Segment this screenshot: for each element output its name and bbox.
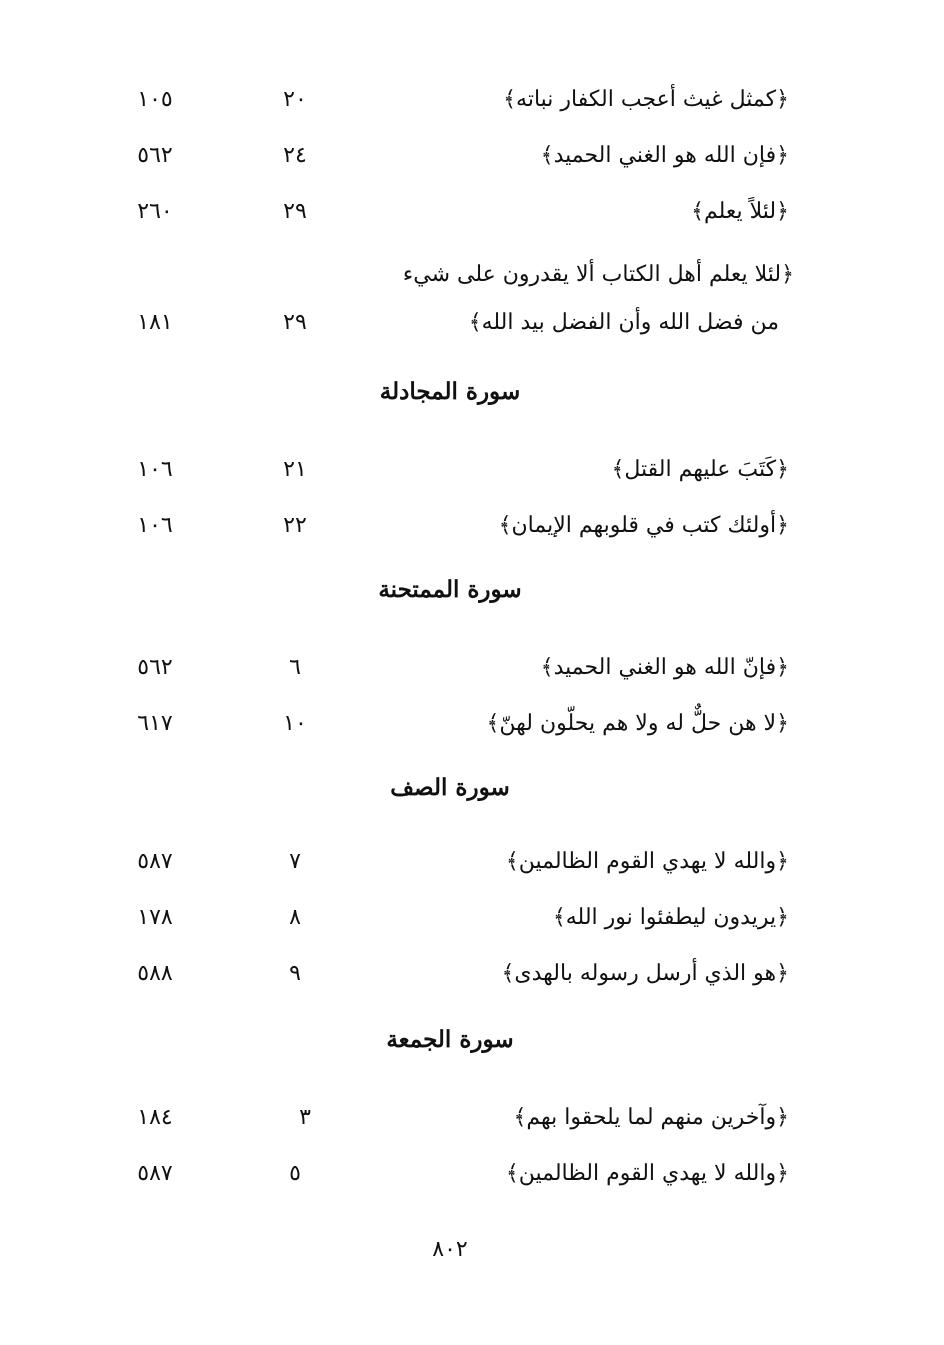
index-entry (0, 898, 944, 938)
page-number: ١٨١ (137, 310, 173, 335)
verse-text: ﴿لا هن حلٌّ له ولا هم يحلّون لهنّ﴾ (486, 711, 789, 736)
index-entry (0, 1154, 944, 1194)
index-entry (0, 136, 944, 176)
index-entry (0, 506, 944, 546)
index-entry (0, 192, 944, 232)
verse-text: ﴿يريدون ليطفئوا نور الله﴾ (552, 905, 789, 930)
verse-text-line1: ﴿لئلا يعلم أهل الكتاب ألا يقدرون على شيء (402, 262, 794, 287)
page-number: ١٨٤ (137, 1105, 173, 1130)
ayah-number: ٩ (289, 961, 301, 986)
page-number: ١٠٥ (137, 87, 173, 112)
verse-text: ﴿أولئك كتب في قلوبهم الإيمان﴾ (498, 513, 789, 538)
page-number: ٦١٧ (137, 711, 173, 736)
verse-text: ﴿والله لا يهدي القوم الظالمين﴾ (505, 1161, 789, 1186)
index-entry (0, 450, 944, 490)
page-number: ٥٦٢ (137, 655, 173, 680)
verse-text: ﴿هو الذي أرسل رسوله بالهدى﴾ (501, 961, 789, 986)
ayah-number: ٧ (289, 849, 301, 874)
verse-text: ﴿كمثل غيث أعجب الكفار نباته﴾ (503, 87, 789, 112)
verse-text: ﴿لئلاً يعلم﴾ (691, 199, 789, 224)
ayah-number: ٥ (289, 1161, 301, 1186)
index-entry-line1 (0, 255, 944, 295)
ayah-number: ٦ (289, 655, 301, 680)
ayah-number: ٢٩ (283, 199, 307, 224)
surah-heading: سورة الجمعة (386, 1026, 514, 1053)
ayah-number: ٢١ (283, 457, 307, 482)
ayah-number: ٢٠ (283, 87, 307, 112)
index-entry (0, 648, 944, 688)
verse-text-line2: من فضل الله وأن الفضل بيد الله﴾ (468, 310, 779, 335)
ayah-number: ٨ (289, 905, 301, 930)
ayah-number: ٣ (299, 1105, 311, 1130)
page-number: ٥٨٧ (137, 1161, 173, 1186)
index-entry (0, 842, 944, 882)
index-entry (0, 303, 944, 343)
ayah-number: ٢٤ (283, 143, 307, 168)
page-number: ٥٨٧ (137, 849, 173, 874)
page-number: ٥٨٨ (137, 961, 173, 986)
verse-text: ﴿وآخرين منهم لما يلحقوا بهم﴾ (513, 1105, 789, 1130)
index-entry (0, 704, 944, 744)
index-entry (0, 1098, 944, 1138)
ayah-number: ٢٩ (283, 310, 307, 335)
ayah-number: ١٠ (283, 711, 307, 736)
page-number: ١٠٦ (137, 457, 173, 482)
page-number: ٥٦٢ (137, 143, 173, 168)
page-number: ١٠٦ (137, 513, 173, 538)
index-entry (0, 80, 944, 120)
page-number: ١٧٨ (137, 905, 173, 930)
verse-text: ﴿كَتَبَ عليهم القتل﴾ (611, 457, 789, 482)
ayah-number: ٢٢ (283, 513, 307, 538)
index-entry (0, 954, 944, 994)
page-folio-number: ٨٠٢ (432, 1237, 468, 1262)
surah-heading: سورة المجادلة (379, 378, 521, 405)
surah-heading: سورة الصف (390, 774, 510, 801)
verse-text: ﴿فإنّ الله هو الغني الحميد﴾ (540, 655, 789, 680)
page-number: ٢٦٠ (137, 199, 173, 224)
verse-text: ﴿والله لا يهدي القوم الظالمين﴾ (505, 849, 789, 874)
verse-text: ﴿فإن الله هو الغني الحميد﴾ (540, 143, 789, 168)
surah-heading: سورة الممتحنة (378, 576, 522, 603)
